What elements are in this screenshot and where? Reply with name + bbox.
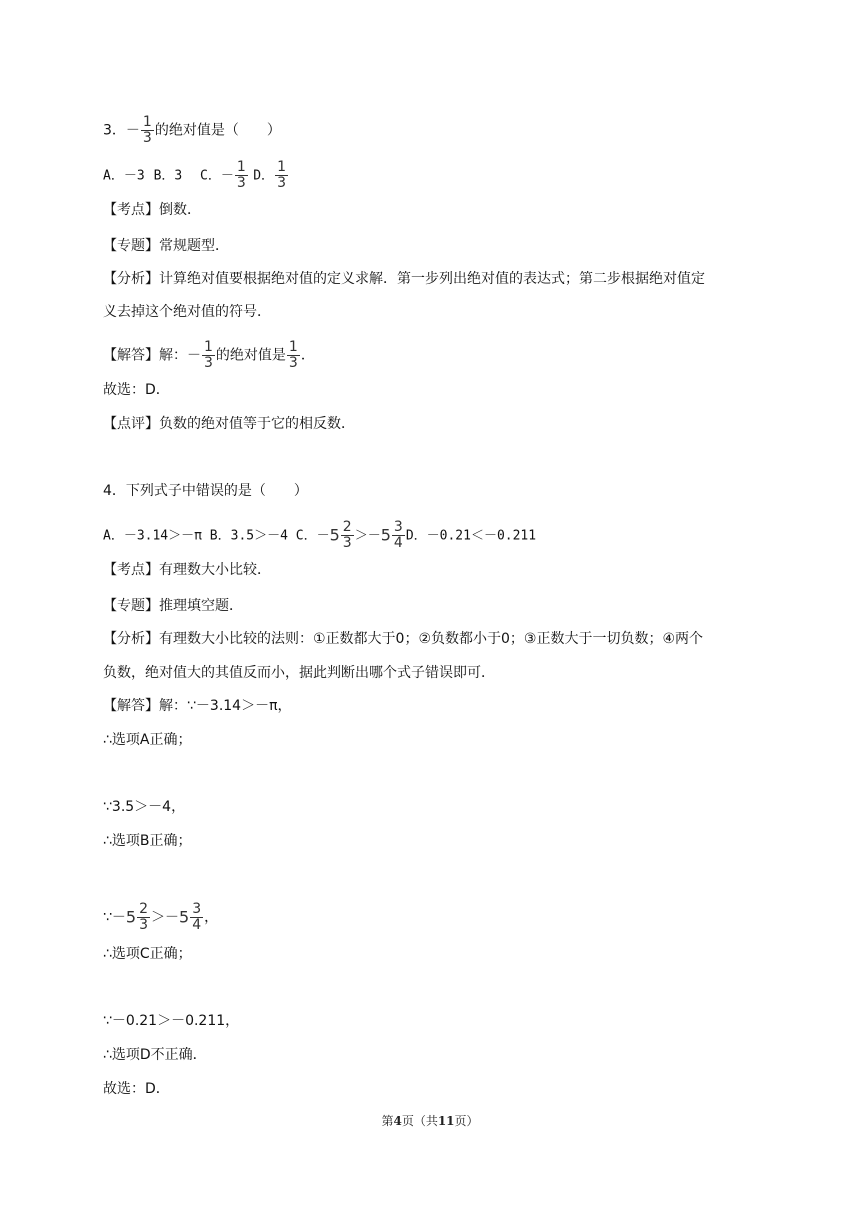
q4-kaodian: 【考点】有理数大小比较． xyxy=(103,562,271,578)
q4-because-c-gt: ＞－ xyxy=(151,909,180,926)
q3-kaodian: 【考点】倒数． xyxy=(103,202,201,218)
fraction-denominator: 4 xyxy=(393,535,403,551)
q4-because-c-int-2: 5 xyxy=(179,907,190,927)
fraction-denominator: 4 xyxy=(192,917,202,933)
q3-stem-prefix: 3．－ xyxy=(103,122,140,139)
q4-options xyxy=(103,520,536,551)
q4-answer: 故选：D． xyxy=(103,1081,170,1097)
q4-because-b: ∵3.5＞－4， xyxy=(103,799,186,815)
q4-option-c-fraction-2 xyxy=(392,520,405,551)
q4-therefore-c: ∴选项C正确； xyxy=(103,946,192,962)
fraction-numerator: 1 xyxy=(142,114,152,130)
fraction-denominator: 3 xyxy=(142,130,152,146)
q4-option-d: D．－0.21＜－0.211 xyxy=(405,528,537,544)
q4-zhuanti: 【专题】推理填空题． xyxy=(103,598,243,614)
q4-jieda-line1: 【解答】解：∵－3.14＞－π， xyxy=(103,698,292,714)
q3-answer: 故选：D． xyxy=(103,382,170,398)
q3-option-a: A．－3 xyxy=(103,168,145,184)
fraction-numerator: 1 xyxy=(236,159,246,175)
q4-option-c-int-1: 5 xyxy=(329,525,340,545)
fraction-numerator: 2 xyxy=(139,901,149,917)
q4-because-d: ∵－0.21＞－0.211， xyxy=(103,1013,240,1029)
q3-stem xyxy=(103,115,281,146)
q4-because-c-int-1: 5 xyxy=(125,907,137,927)
q4-therefore-a: ∴选项A正确； xyxy=(103,732,192,748)
q4-because-c xyxy=(103,902,218,933)
q3-options xyxy=(103,160,289,191)
q3-stem-suffix: 的绝对值是（ ） xyxy=(154,122,281,139)
q3-jieda-fraction-2 xyxy=(287,340,300,371)
fraction-numerator: 1 xyxy=(204,339,213,355)
fraction-denominator: 3 xyxy=(288,355,298,371)
fraction-denominator: 3 xyxy=(139,917,149,933)
fraction-denominator: 3 xyxy=(342,535,352,551)
q4-option-c-int-2: 5 xyxy=(380,525,391,545)
q4-because-c-fraction-2 xyxy=(190,902,203,933)
q4-fenxi-line2: 负数，绝对值大的其值反而小，据此判断出哪个式子错误即可． xyxy=(103,665,495,681)
q4-therefore-b: ∴选项B正确； xyxy=(103,833,192,849)
q3-jieda-mid: 的绝对值是 xyxy=(215,347,286,364)
footer-mid: 页（共 xyxy=(401,1114,438,1128)
q4-because-c-fraction-1 xyxy=(137,902,150,933)
fraction-numerator: 2 xyxy=(342,519,352,535)
q4-therefore-d: ∴选项D不正确． xyxy=(103,1047,207,1063)
q3-option-d-prefix: D． xyxy=(253,168,275,184)
q3-option-c-fraction xyxy=(235,160,248,191)
q3-zhuanti: 【专题】常规题型． xyxy=(103,238,229,254)
q4-fenxi-line1: 【分析】有理数大小比较的法则：①正数都大于0；②负数都小于0；③正数大于一切负数；④两个 xyxy=(103,631,704,647)
page-footer xyxy=(0,1112,860,1129)
footer-page-number: 4 xyxy=(393,1114,402,1128)
fraction-numerator: 3 xyxy=(393,519,403,535)
q3-option-c-prefix: C．－ xyxy=(200,168,234,184)
q3-fenxi-line2: 义去掉这个绝对值的符号． xyxy=(103,304,271,320)
q3-fenxi-line1: 【分析】计算绝对值要根据绝对值的定义求解．第一步列出绝对值的表达式；第二步根据绝对值定 xyxy=(103,271,705,287)
fraction-denominator: 3 xyxy=(204,355,213,371)
fraction-numerator: 1 xyxy=(288,339,298,355)
q4-stem: 4．下列式子中错误的是（ ） xyxy=(103,483,308,499)
fraction-denominator: 3 xyxy=(236,175,246,191)
q4-option-c-fraction-1 xyxy=(341,520,354,551)
q4-because-c-prefix: ∵－ xyxy=(103,909,126,926)
q3-option-b: B．3 xyxy=(153,168,183,184)
q3-option-d-fraction xyxy=(275,160,288,191)
q3-jieda xyxy=(103,340,315,371)
fraction-numerator: 1 xyxy=(277,159,286,175)
q4-options-ab: A．－3.14＞－π B．3.5＞－4 C．－ xyxy=(103,528,330,544)
q3-dianping: 【点评】负数的绝对值等于它的相反数． xyxy=(103,416,355,432)
q3-stem-fraction xyxy=(141,115,154,146)
footer-suffix: 页） xyxy=(454,1114,479,1128)
fraction-denominator: 3 xyxy=(277,175,286,191)
fraction-numerator: 3 xyxy=(192,901,202,917)
q4-because-c-end: ， xyxy=(204,909,219,926)
q4-option-c-gt: ＞－ xyxy=(354,528,381,544)
footer-prefix: 第 xyxy=(381,1114,394,1128)
q3-jieda-fraction-1 xyxy=(202,340,215,371)
q3-jieda-prefix: 【解答】解：－ xyxy=(103,347,201,364)
footer-total-pages: 11 xyxy=(437,1114,455,1128)
q3-jieda-end: ． xyxy=(300,347,315,364)
